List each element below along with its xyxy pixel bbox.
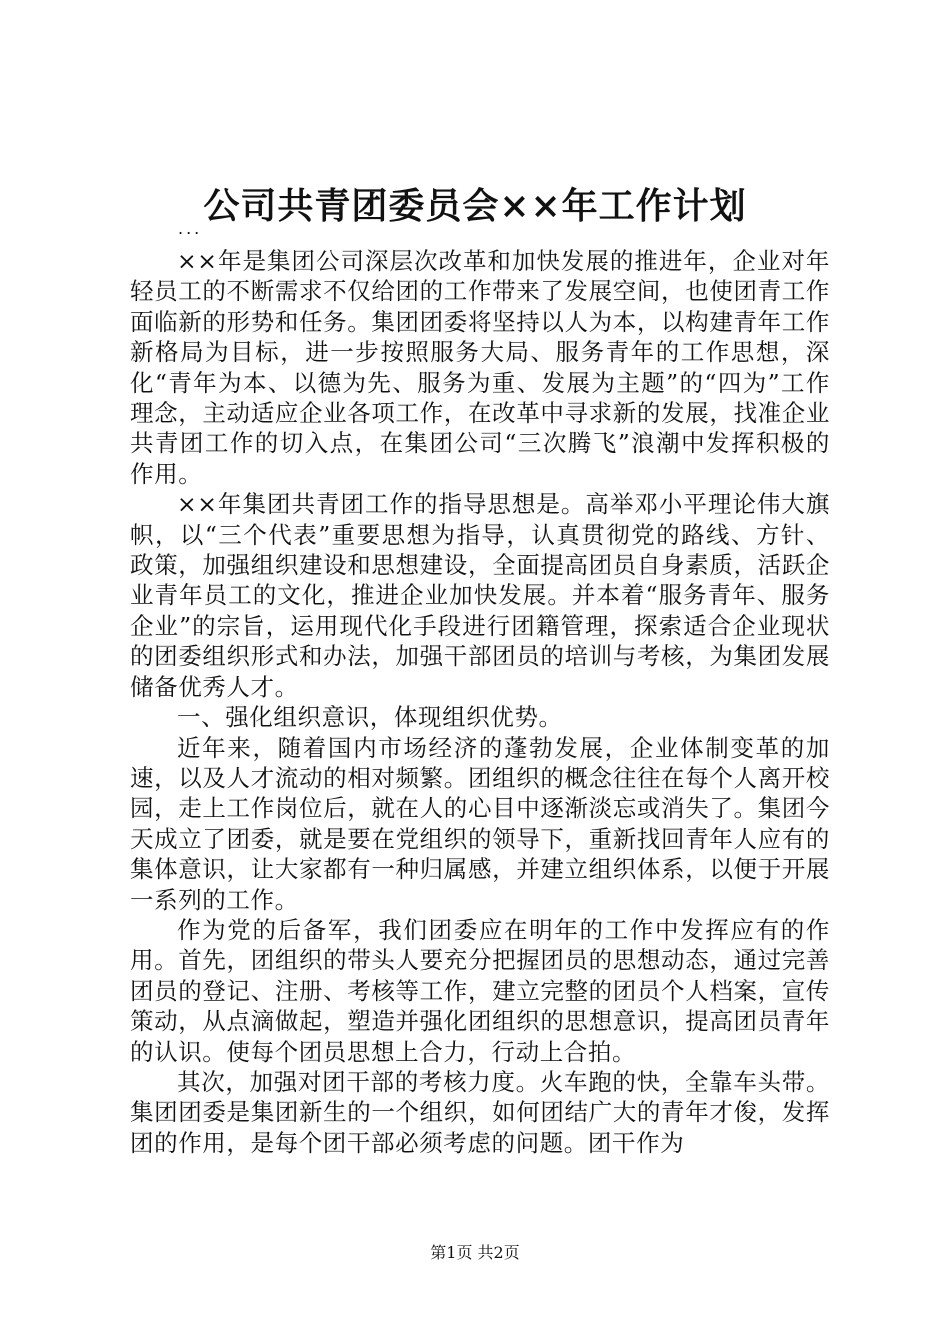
ellipsis-marker: ... bbox=[178, 219, 203, 238]
page-footer: 第1页 共2页 bbox=[430, 1243, 520, 1262]
paragraph: 其次，加强对团干部的考核力度。火车跑的快，全靠车头带。集团团委是集团新生的一个组织，如何团结广大的青年才俊，发挥团的作用，是每个团干部必须考虑的问题。团干作为 bbox=[130, 1067, 830, 1157]
section-heading: 一、强化组织意识，体现组织优势。 bbox=[177, 703, 563, 732]
paragraph: 作为党的后备军，我们团委应在明年的工作中发挥应有的作用。首先，团组织的带头人要充分把握团员的思想动态，通过完善团员的登记、注册、考核等工作，建立完整的团员个人档案，宣传策动，从点滴做起，塑造并强化团组织的思想意识，提高团员青年的认识。使每个团员思想上合力，行动上合拍。 bbox=[130, 915, 830, 1066]
paragraph: ××年是集团公司深层次改革和加快发展的推进年，企业对年轻员工的不断需求不仅给团的工作带来了发展空间，也使团青工作面临新的形势和任务。集团团委将坚持以人为本，以构建青年工作新格局为目标，进一步按照服务大局、服务青年的工作思想，深化“青年为本、以德为先、服务为重、发展为主题”的“四为”工作理念，主动适应企业各项工作，在改革中寻求新的发展，找准企业共青团工作的切入点，在集团公司“三次腾飞”浪潮中发挥积极的作用。 bbox=[130, 247, 830, 488]
paragraph: ××年集团共青团工作的指导思想是。高举邓小平理论伟大旗帜，以“三个代表”重要思想为指导，认真贯彻党的路线、方针、政策，加强组织建设和思想建设，全面提高团员自身素质，活跃企业青年员工的文化，推进企业加快发展。并本着“服务青年、服务企业”的宗旨，运用现代化手段进行团籍管理，探索适合企业现状的团委组织形式和办法，加强干部团员的培训与考核，为集团发展储备优秀人才。 bbox=[130, 490, 830, 701]
paragraph: 近年来，随着国内市场经济的蓬勃发展，企业体制变革的加速，以及人才流动的相对频繁。团组织的概念往往在每个人离开校园，走上工作岗位后，就在人的心目中逐渐淡忘或消失了。集团今天成立了团委，就是要在党组织的领导下，重新找回青年人应有的集体意识，让大家都有一种归属感，并建立组织体系，以便于开展一系列的工作。 bbox=[130, 733, 830, 914]
document-title: 公司共青团委员会××年工作计划 bbox=[203, 185, 747, 227]
document-body bbox=[130, 246, 830, 1158]
